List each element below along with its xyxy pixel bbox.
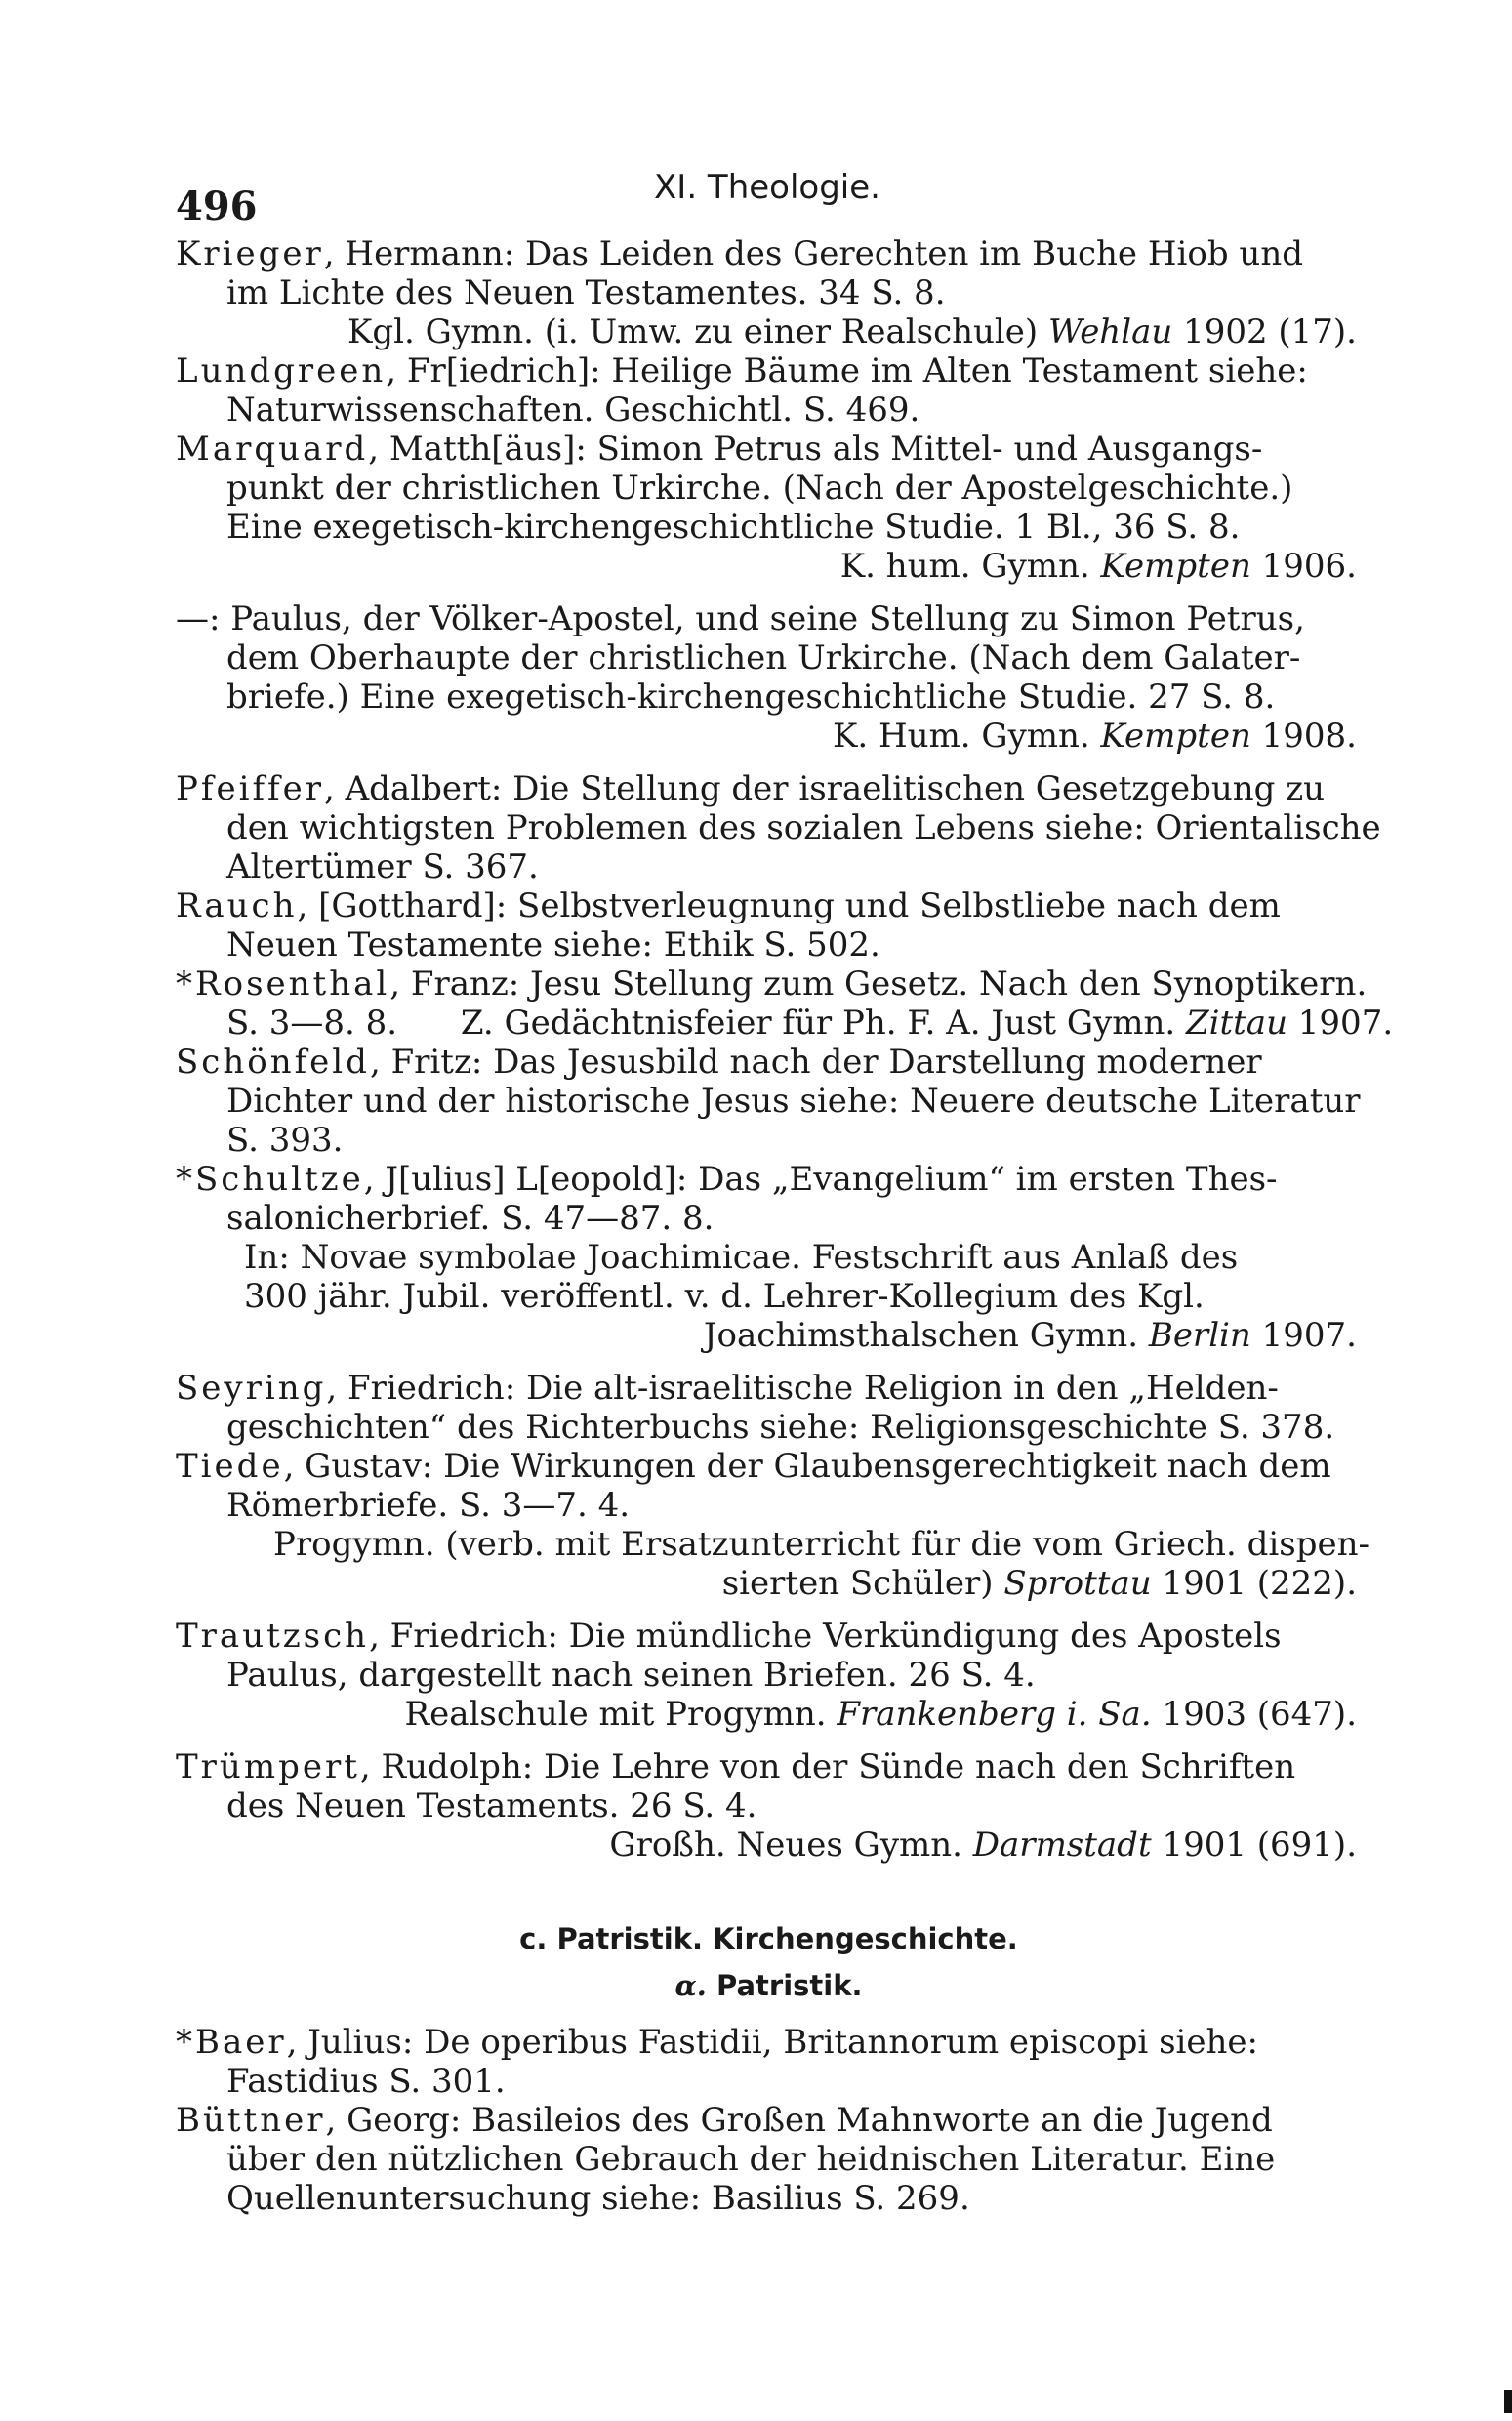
author-name: Tiede bbox=[176, 1447, 284, 1486]
page-number: 496 bbox=[176, 184, 258, 229]
place-name: Kempten bbox=[1100, 717, 1251, 756]
entry-line: Rauch, [Gotthard]: Selbstverleugnung und Selbstliebe nach dem bbox=[176, 886, 1281, 925]
entry-line: über den nützlichen Gebrauch der heidnischen Literatur. Eine bbox=[226, 2140, 1276, 2179]
bibliography-entry bbox=[176, 234, 1362, 351]
entry-line: salonicherbrief. S. 47—87. 8. bbox=[226, 1199, 715, 1238]
entry-line: Eine exegetisch-kirchengeschichtliche Studie. 1 Bl., 36 S. 8. bbox=[226, 508, 1241, 547]
author-name: Lundgreen bbox=[176, 351, 387, 390]
bibliography-entry bbox=[176, 599, 1362, 756]
entry-line: S. 3—8. 8. Z. Gedächtnisfeier für Ph. F. A. Just Gymn. Zittau 1907. bbox=[226, 1004, 1394, 1043]
entry-line: In: Novae symbolae Joachimicae. Festschrift aus Anlaß des bbox=[244, 1238, 1239, 1277]
bibliography-entry bbox=[176, 1043, 1362, 1160]
place-name: Kempten bbox=[1100, 547, 1251, 586]
bibliography-entry bbox=[176, 1369, 1362, 1447]
place-name: Frankenberg i. Sa. bbox=[837, 1695, 1152, 1734]
author-name: Krieger bbox=[176, 234, 324, 273]
author-name: Schönfeld bbox=[176, 1043, 370, 1082]
bibliography-entry bbox=[176, 351, 1362, 430]
author-name: Trümpert bbox=[176, 1747, 360, 1786]
entry-line: Quellenuntersuchung siehe: Basilius S. 269. bbox=[226, 2179, 970, 2218]
entry-line: Marquard, Matth[äus]: Simon Petrus als Mittel- und Ausgangs- bbox=[176, 430, 1263, 469]
entry-line: briefe.) Eine exegetisch-kirchengeschichtliche Studie. 27 S. 8. bbox=[226, 677, 1276, 717]
place-name: Wehlau bbox=[1048, 312, 1173, 351]
entry-line: punkt der christlichen Urkirche. (Nach der Apostelgeschichte.) bbox=[226, 469, 1293, 508]
author-name: *Schultze bbox=[176, 1160, 364, 1199]
place-name: Zittau bbox=[1185, 1004, 1287, 1043]
entry-line: Joachimsthalschen Gymn. Berlin 1907. bbox=[703, 1316, 1357, 1355]
entry-line: Neuen Testamente siehe: Ethik S. 502. bbox=[226, 925, 880, 964]
entry-line: Fastidius S. 301. bbox=[226, 2062, 506, 2101]
entry-line: Römerbriefe. S. 3—7. 4. bbox=[226, 1486, 631, 1525]
entry-line: —: Paulus, der Völker-Apostel, und seine Stellung zu Simon Petrus, bbox=[176, 599, 1305, 638]
subsection-heading: α. Patristik. bbox=[674, 1969, 863, 2002]
bibliography-list bbox=[176, 234, 1394, 2218]
bibliography-entry bbox=[176, 886, 1362, 964]
section-heading: c. Patristik. Kirchengeschichte. bbox=[519, 1922, 1018, 1955]
entry-line: dem Oberhaupte der christlichen Urkirche. (Nach dem Galater- bbox=[226, 638, 1301, 677]
author-name: Rauch bbox=[176, 886, 298, 925]
entry-line: K. Hum. Gymn. Kempten 1908. bbox=[833, 717, 1357, 756]
bibliography-entry bbox=[176, 1747, 1362, 1865]
author-name: Trautzsch bbox=[176, 1617, 370, 1656]
scan-edge-mark bbox=[1504, 2390, 1512, 2413]
entry-line: geschichten“ des Richterbuchs siehe: Religionsgeschichte S. 378. bbox=[226, 1408, 1335, 1447]
bibliography-entry bbox=[176, 1617, 1362, 1734]
entry-line: *Rosenthal, Franz: Jesu Stellung zum Gesetz. Nach den Synoptikern. bbox=[176, 964, 1368, 1004]
bibliography-entry bbox=[176, 964, 1394, 1043]
entry-line: K. hum. Gymn. Kempten 1906. bbox=[839, 547, 1357, 586]
place-name: Sprottau bbox=[1003, 1564, 1152, 1603]
entry-line: Lundgreen, Fr[iedrich]: Heilige Bäume im Alten Testament siehe: bbox=[176, 351, 1308, 390]
author-name: Büttner bbox=[176, 2101, 326, 2140]
author-name: Marquard bbox=[176, 430, 369, 469]
entry-line: Pfeiffer, Adalbert: Die Stellung der israelitischen Gesetzgebung zu bbox=[176, 769, 1326, 808]
bibliography-entry bbox=[176, 769, 1381, 886]
bibliography-entry bbox=[176, 2023, 1362, 2101]
page-header bbox=[176, 166, 1367, 234]
running-title: XI. Theologie. bbox=[654, 168, 880, 207]
entry-line: Naturwissenschaften. Geschichtl. S. 469. bbox=[226, 390, 920, 430]
entry-line: Progymn. (verb. mit Ersatzunterricht für die vom Griech. dispen- bbox=[273, 1525, 1370, 1564]
author-name: Pfeiffer bbox=[176, 769, 324, 808]
bibliography-entry bbox=[176, 430, 1362, 586]
entry-line: Trautzsch, Friedrich: Die mündliche Verkündigung des Apostels bbox=[176, 1617, 1282, 1656]
author-name: *Rosenthal bbox=[176, 964, 390, 1004]
entry-line: *Schultze, J[ulius] L[eopold]: Das „Evangelium“ im ersten Thes- bbox=[176, 1160, 1278, 1199]
bibliography-entry bbox=[176, 2101, 1362, 2218]
entry-line: Kgl. Gymn. (i. Umw. zu einer Realschule) Wehlau 1902 (17). bbox=[347, 312, 1357, 351]
entry-line: Realschule mit Progymn. Frankenberg i. Sa. 1903 (647). bbox=[404, 1695, 1357, 1734]
entry-line: Büttner, Georg: Basileios des Großen Mahnworte an die Jugend bbox=[176, 2101, 1273, 2140]
place-name: Berlin bbox=[1148, 1316, 1251, 1355]
entry-line: Trümpert, Rudolph: Die Lehre von der Sünde nach den Schriften bbox=[176, 1747, 1296, 1786]
entry-line: Schönfeld, Fritz: Das Jesusbild nach der Darstellung moderner bbox=[176, 1043, 1262, 1082]
entry-line: Seyring, Friedrich: Die alt-israelitische Religion in den „Helden- bbox=[176, 1369, 1279, 1408]
entry-line: 300 jähr. Jubil. veröffentl. v. d. Lehrer-Kollegium des Kgl. bbox=[244, 1277, 1205, 1316]
entry-line: sierten Schüler) Sprottau 1901 (222). bbox=[721, 1564, 1357, 1603]
entry-line: Großh. Neues Gymn. Darmstadt 1901 (691). bbox=[609, 1826, 1357, 1865]
entry-line: Altertümer S. 367. bbox=[226, 847, 539, 886]
entry-line: des Neuen Testaments. 26 S. 4. bbox=[226, 1786, 757, 1826]
entry-line: den wichtigsten Problemen des sozialen Lebens siehe: Orientalische bbox=[226, 808, 1381, 847]
bibliography-entry bbox=[176, 1160, 1362, 1355]
bibliography-entry bbox=[176, 1447, 1370, 1603]
entry-line: *Baer, Julius: De operibus Fastidii, Britannorum episcopi siehe: bbox=[176, 2023, 1258, 2062]
entry-line: im Lichte des Neuen Testamentes. 34 S. 8. bbox=[226, 273, 946, 312]
entry-line: S. 393. bbox=[226, 1121, 344, 1160]
entry-line: Tiede, Gustav: Die Wirkungen der Glaubensgerechtigkeit nach dem bbox=[176, 1447, 1331, 1486]
author-name: Seyring bbox=[176, 1369, 327, 1408]
author-name: *Baer bbox=[176, 2023, 287, 2062]
entry-line: Dichter und der historische Jesus siehe: Neuere deutsche Literatur bbox=[226, 1082, 1361, 1121]
place-name: Darmstadt bbox=[972, 1826, 1152, 1865]
entry-line: Paulus, dargestellt nach seinen Briefen. 26 S. 4. bbox=[226, 1656, 1036, 1695]
entry-line: Krieger, Hermann: Das Leiden des Gerechten im Buche Hiob und bbox=[176, 234, 1303, 273]
